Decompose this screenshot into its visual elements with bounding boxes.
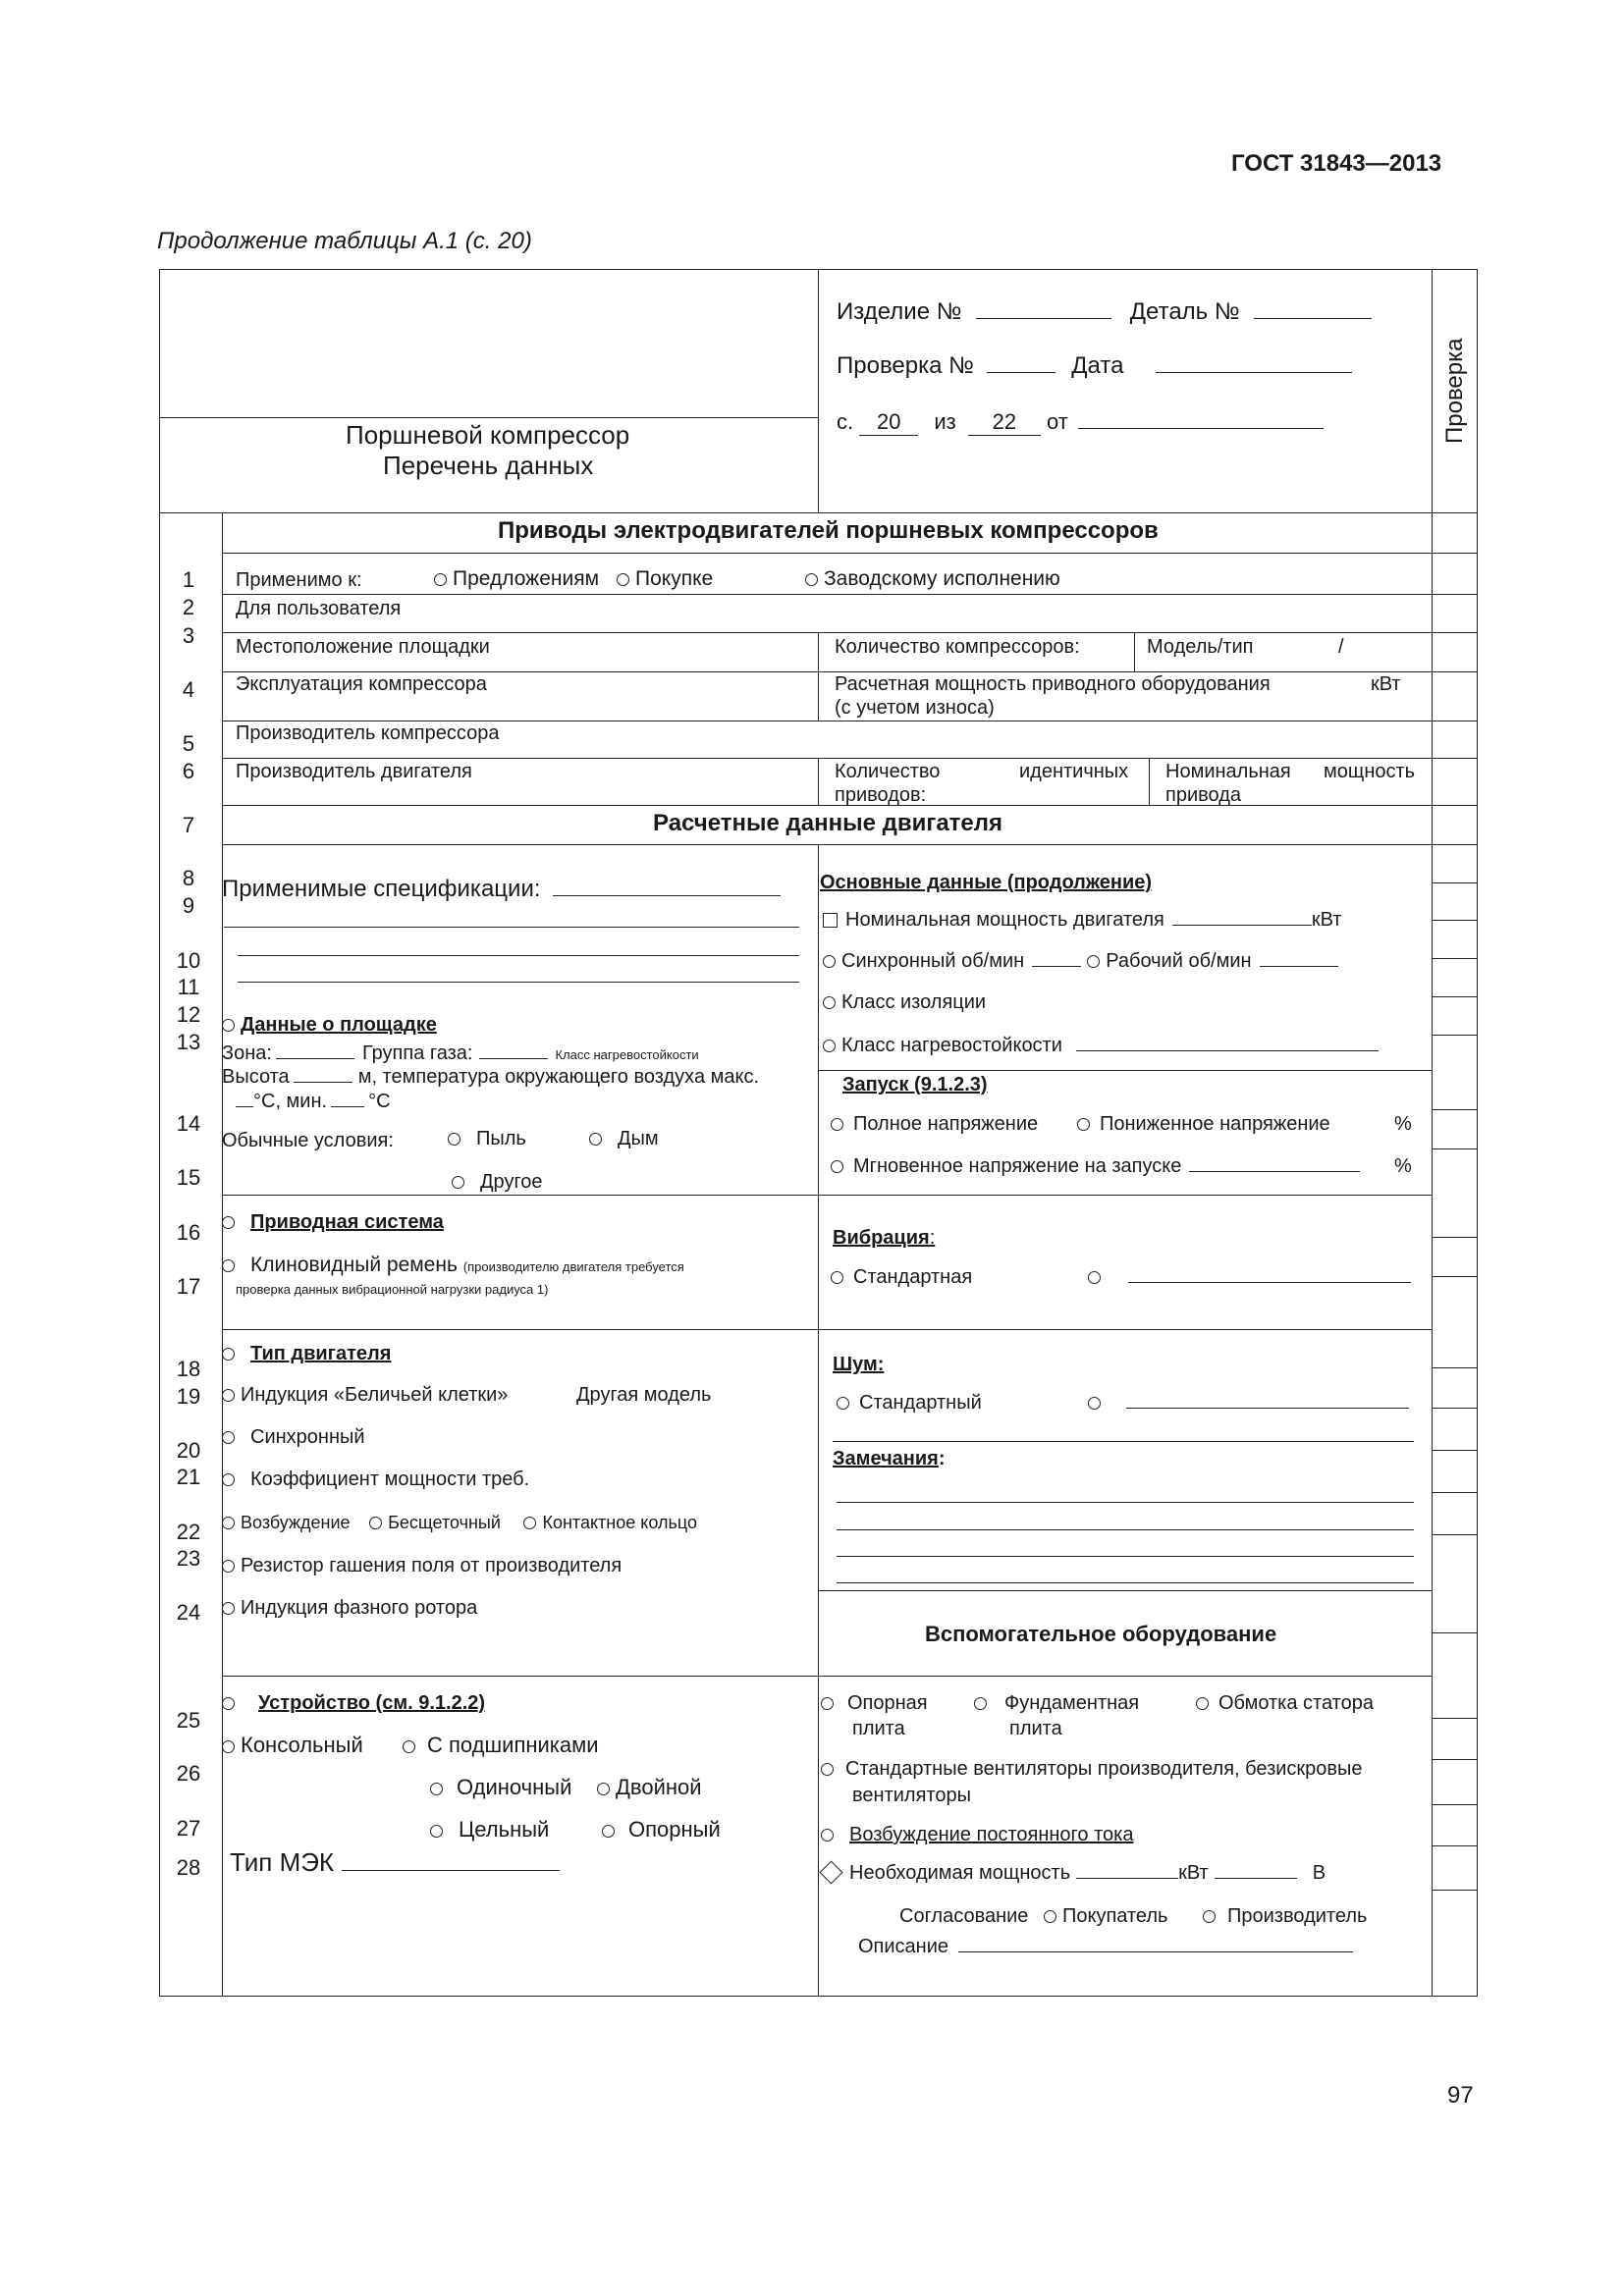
- synchronous-option[interactable]: Синхронный: [222, 1426, 365, 1449]
- checkbox-icon: [823, 913, 838, 928]
- dust-option[interactable]: Пыль: [448, 1128, 526, 1150]
- vibration-standard-option[interactable]: Стандартная: [831, 1266, 972, 1289]
- stator-winding-option[interactable]: Обмотка статора: [1196, 1692, 1374, 1715]
- table-continuation: Продолжение таблицы А.1 (с. 20): [157, 228, 532, 254]
- sync-rpm-field[interactable]: Синхронный об/мин Рабочий об/мин: [823, 950, 1338, 973]
- row-number: 28: [176, 1855, 201, 1880]
- row-number: 17: [176, 1274, 201, 1299]
- identical-drives-label-2: идентичных: [1019, 761, 1129, 782]
- standard-fans-option-line2: вентиляторы: [852, 1785, 971, 1806]
- row-number: 5: [182, 731, 195, 756]
- noise-standard-option[interactable]: Стандартный: [837, 1392, 982, 1415]
- rated-drive-power-label-2: мощность: [1324, 761, 1416, 782]
- full-voltage-option[interactable]: Полное напряжение: [831, 1113, 1038, 1136]
- operation-label: Эксплуатация компрессора: [236, 673, 487, 695]
- radio-icon: [823, 996, 836, 1009]
- radio-icon: [403, 1740, 415, 1753]
- option-proposals[interactable]: Предложениям: [434, 567, 599, 591]
- radio-icon: [597, 1783, 610, 1795]
- power-factor-option[interactable]: Коэффициент мощности треб.: [222, 1468, 529, 1491]
- applicable-row: Применимо к:: [236, 569, 362, 591]
- radio-icon: [222, 1740, 235, 1753]
- radio-icon: [617, 573, 629, 586]
- for-user-label: Для пользователя: [236, 598, 402, 619]
- radio-icon: [831, 1118, 843, 1131]
- other-model-label: Другая модель: [576, 1384, 712, 1406]
- radio-icon: [434, 573, 447, 586]
- row-number: 27: [176, 1816, 201, 1841]
- row-number: 7: [182, 813, 195, 837]
- standard-number: ГОСТ 31843—2013: [1231, 150, 1442, 177]
- form-title-line2: Перечень данных: [383, 451, 594, 480]
- with-bearings-option[interactable]: С подшипниками: [403, 1733, 599, 1758]
- reduced-voltage-option[interactable]: Пониженное напряжение: [1077, 1113, 1330, 1136]
- heat-class-field[interactable]: Класс нагревостойкости: [823, 1035, 1379, 1057]
- row-number: 18: [176, 1357, 201, 1381]
- radio-icon: [222, 1560, 235, 1573]
- row-number: 2: [182, 595, 195, 619]
- radio-icon: [823, 1040, 836, 1052]
- radio-icon: [452, 1176, 464, 1189]
- radio-icon: [1088, 1271, 1101, 1284]
- device-option[interactable]: Устройство (см. 9.1.2.2): [222, 1692, 485, 1715]
- aux-equipment-heading: Вспомогательное оборудование: [925, 1622, 1277, 1646]
- required-power-field[interactable]: Необходимая мощность кВт В: [819, 1862, 1326, 1885]
- row-number: 11: [177, 975, 200, 999]
- drive-system-option[interactable]: Приводная система: [222, 1211, 444, 1234]
- row-number: 23: [176, 1546, 201, 1571]
- radio-icon: [222, 1216, 235, 1229]
- cantilever-option[interactable]: Консольный: [222, 1733, 363, 1758]
- compressor-maker-label: Производитель компрессора: [236, 722, 500, 744]
- row-number: 22: [176, 1520, 201, 1544]
- radio-icon: [1088, 1397, 1101, 1410]
- specs-field[interactable]: Применимые спецификации:: [222, 876, 781, 903]
- radio-icon: [821, 1697, 834, 1710]
- row-number: 15: [176, 1165, 201, 1190]
- compressor-count-label: Количество компрессоров:: [835, 636, 1080, 658]
- radio-icon: [222, 1431, 235, 1444]
- row-number: 8: [182, 866, 195, 890]
- design-power-note: (с учетом износа): [835, 697, 995, 719]
- rated-drive-power-label-3: привода: [1165, 784, 1242, 806]
- option-factory[interactable]: Заводскому исполнению: [805, 567, 1060, 591]
- foundation-plate-option[interactable]: Фундаментная: [974, 1692, 1139, 1715]
- radio-icon: [1044, 1910, 1056, 1923]
- remarks-heading: Замечания:: [833, 1448, 946, 1469]
- radio-icon: [602, 1825, 615, 1838]
- radio-icon: [805, 573, 818, 586]
- row-number: 19: [176, 1384, 201, 1409]
- solid-option[interactable]: Цельный: [430, 1817, 549, 1842]
- v-belt-option[interactable]: Клиновидный ремень (производителю двигателя требуется: [222, 1254, 684, 1277]
- row-number: 25: [176, 1708, 201, 1733]
- radio-icon: [222, 1602, 235, 1615]
- vibration-heading: Вибрация:: [833, 1227, 936, 1249]
- product-number-field[interactable]: Изделие № Деталь №: [837, 298, 1372, 326]
- row-number: 21: [176, 1465, 201, 1489]
- row-number: 1: [182, 567, 195, 592]
- radio-icon: [222, 1259, 235, 1272]
- identical-drives-label: Количество: [835, 761, 941, 782]
- noise-other-option[interactable]: [1088, 1392, 1409, 1415]
- rated-drive-power-label: Номинальная: [1165, 761, 1291, 782]
- other-condition-option[interactable]: Другое: [452, 1171, 543, 1194]
- foundation-plate-option-line2: плита: [1009, 1718, 1062, 1739]
- drives-heading: Приводы электродвигателей поршневых компрессоров: [498, 517, 1159, 544]
- radio-icon: [222, 1517, 235, 1529]
- radio-icon: [222, 1348, 235, 1361]
- row-number: 20: [176, 1438, 201, 1463]
- row-number: 26: [176, 1761, 201, 1786]
- motor-type-option[interactable]: Тип двигателя: [222, 1343, 391, 1365]
- site-data-option[interactable]: Данные о площадке: [222, 1014, 437, 1037]
- approval-row[interactable]: Согласование Покупатель Производитель: [899, 1905, 1368, 1927]
- temperature-row[interactable]: °С, мин. °С: [236, 1091, 391, 1113]
- field-resistor-option[interactable]: Резистор гашения поля от производителя: [222, 1555, 622, 1577]
- radio-icon: [523, 1517, 536, 1529]
- dc-excitation-option[interactable]: Возбуждение постоянного тока: [821, 1824, 1133, 1846]
- check-number-field[interactable]: Проверка № Дата: [837, 352, 1352, 380]
- row-number: 12: [176, 1002, 201, 1027]
- squirrel-cage-option[interactable]: Индукция «Беличьей клетки»: [222, 1384, 508, 1407]
- diamond-icon: [819, 1860, 842, 1884]
- row-number: 16: [176, 1220, 201, 1245]
- radio-icon: [1077, 1118, 1090, 1131]
- radio-icon: [222, 1473, 235, 1486]
- radio-icon: [222, 1389, 235, 1402]
- radio-icon: [1087, 955, 1100, 968]
- smoke-option[interactable]: Дым: [589, 1128, 659, 1150]
- zone-gas-row[interactable]: Зона: Группа газа: Класс нагревостойкости: [222, 1042, 699, 1064]
- radio-icon: [821, 1763, 834, 1776]
- page-number: 97: [1447, 2082, 1474, 2109]
- radio-icon: [1196, 1697, 1209, 1710]
- row-number: 10: [176, 948, 201, 973]
- radio-icon: [1203, 1910, 1216, 1923]
- radio-icon: [430, 1783, 443, 1795]
- inst-voltage-field[interactable]: Мгновенное напряжение на запуске: [831, 1155, 1360, 1178]
- radio-icon: [831, 1271, 843, 1284]
- row-number: 24: [176, 1600, 201, 1625]
- excitation-row[interactable]: Возбуждение Бесщеточный Контактное кольцо: [222, 1512, 697, 1534]
- radio-icon: [974, 1697, 987, 1710]
- rated-motor-power-field[interactable]: Номинальная мощность двигателя кВт: [823, 909, 1341, 932]
- design-power-label: Расчетная мощность приводного оборудования: [835, 673, 1271, 695]
- vibration-other-option[interactable]: [1088, 1266, 1411, 1289]
- start-heading: Запуск (9.1.2.3): [842, 1074, 988, 1095]
- radio-icon: [831, 1160, 843, 1173]
- wound-rotor-option[interactable]: Индукция фазного ротора: [222, 1597, 477, 1620]
- row-number: 6: [182, 759, 195, 783]
- row-number: 14: [176, 1111, 201, 1136]
- motor-maker-label: Производитель двигателя: [236, 761, 472, 782]
- option-purchase[interactable]: Покупке: [617, 567, 713, 591]
- double-option[interactable]: Двойной: [597, 1775, 702, 1800]
- inst-voltage-percent: %: [1394, 1155, 1412, 1177]
- radio-icon: [222, 1697, 235, 1710]
- base-plate-option-line2: плита: [852, 1718, 905, 1739]
- description-field[interactable]: Описание: [858, 1936, 1353, 1958]
- radio-icon: [589, 1133, 602, 1146]
- radio-icon: [821, 1829, 834, 1842]
- row-number: 13: [176, 1030, 201, 1054]
- normal-conditions-label: Обычные условия:: [222, 1130, 394, 1151]
- noise-heading: Шум:: [833, 1354, 885, 1375]
- single-option[interactable]: Одиночный: [430, 1775, 571, 1800]
- radio-icon: [430, 1825, 443, 1838]
- identical-drives-label-3: приводов:: [835, 784, 927, 806]
- support-option[interactable]: Опорный: [602, 1817, 721, 1842]
- check-column-label: Проверка: [1441, 338, 1468, 444]
- radio-icon: [448, 1133, 460, 1146]
- row-number: 4: [182, 677, 195, 702]
- form-title-line1: Поршневой компрессор: [346, 420, 630, 450]
- reduced-voltage-percent: %: [1394, 1113, 1412, 1135]
- standard-fans-option[interactable]: Стандартные вентиляторы производителя, безискровые: [821, 1758, 1363, 1781]
- radio-icon: [222, 1019, 235, 1032]
- row-number: 3: [182, 623, 195, 648]
- iec-type-field[interactable]: Тип МЭК: [230, 1847, 560, 1878]
- model-type-separator: /: [1338, 636, 1344, 658]
- motor-data-heading: Расчетные данные двигателя: [653, 810, 1003, 836]
- page-of-field[interactable]: с. 20 из 22 от: [837, 409, 1324, 436]
- main-data-cont-heading: Основные данные (продолжение): [820, 872, 1153, 893]
- altitude-row[interactable]: Высота м, температура окружающего воздуха макс.: [222, 1066, 760, 1088]
- radio-icon: [369, 1517, 382, 1529]
- base-plate-option[interactable]: Опорная: [821, 1692, 928, 1715]
- row-number: 9: [182, 893, 195, 918]
- v-belt-note: проверка данных вибрационной нагрузки радиуса 1): [236, 1282, 549, 1297]
- model-type-label: Модель/тип: [1147, 636, 1254, 658]
- site-location-label: Местоположение площадки: [236, 636, 490, 658]
- insulation-class-option[interactable]: Класс изоляции: [823, 991, 986, 1014]
- design-power-unit: кВт: [1371, 673, 1401, 695]
- radio-icon: [823, 955, 836, 968]
- radio-icon: [837, 1397, 849, 1410]
